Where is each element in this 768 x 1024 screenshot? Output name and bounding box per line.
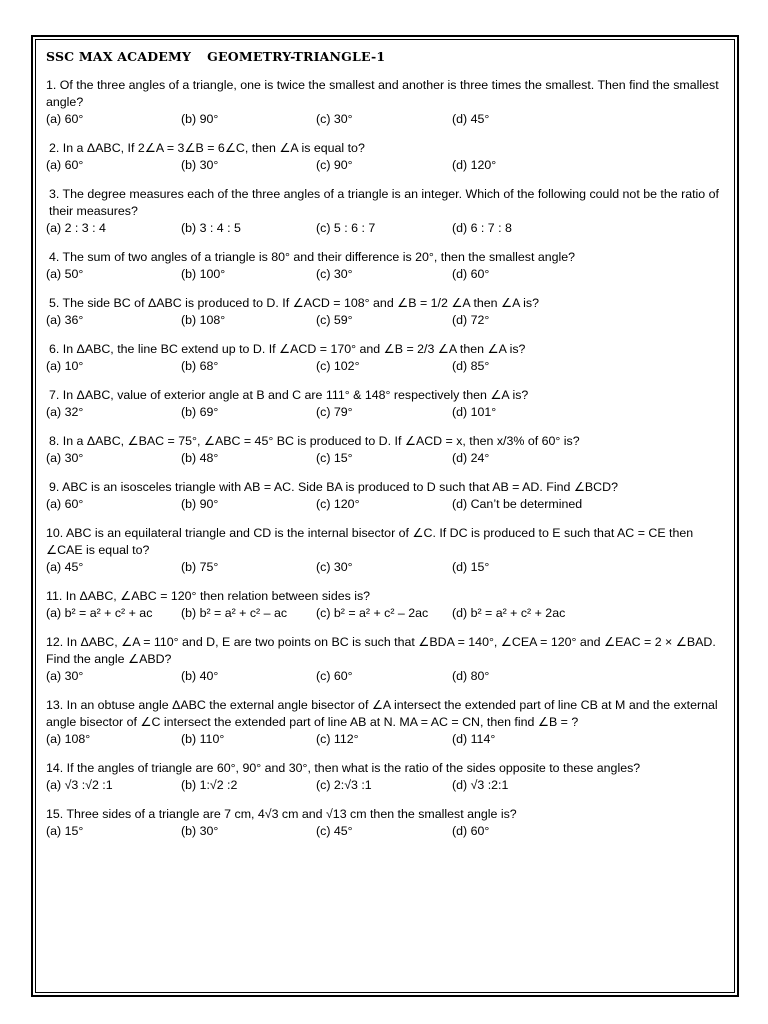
option-b: (b) 90° — [181, 497, 219, 511]
option-a: (a) √3 :√2 :1 — [46, 778, 113, 792]
question-text: 13. In an obtuse angle ΔABC the external angle bisector of ∠A intersect the extended part of line CB at M and the external angle bisector of ∠C intersect the extended part of line AB at N. MA = AC = CN, then find ∠B = ? — [46, 698, 718, 729]
options-row — [46, 668, 726, 685]
worksheet-topic: GEOMETRY-TRIANGLE-1 — [207, 49, 386, 64]
question-text: 8. In a ΔABC, ∠BAC = 75°, ∠ABC = 45° BC is produced to D. If ∠ACD = x, then x/3% of 60° is? — [49, 434, 580, 448]
question-text: 7. In ΔABC, value of exterior angle at B and C are 111° & 148° respectively then ∠A is? — [49, 388, 529, 402]
question-7 — [46, 387, 726, 421]
question-text: 12. In ΔABC, ∠A = 110° and D, E are two points on BC is such that ∠BDA = 140°, ∠CEA = 120° and ∠EAC = 2 × ∠BAD. Find the angle ∠ABD? — [46, 635, 716, 666]
question-text: 9. ABC is an isosceles triangle with AB = AC. Side BA is produced to D such that AB = AD. Find ∠BCD? — [49, 480, 618, 494]
question-14 — [46, 760, 726, 794]
question-13 — [46, 697, 726, 748]
question-10 — [46, 525, 726, 576]
option-d: (d) 80° — [452, 669, 490, 683]
option-b: (b) 108° — [181, 313, 226, 327]
question-text: 4. The sum of two angles of a triangle is 80° and their difference is 20°, then the smallest angle? — [49, 250, 576, 264]
option-c: (c) 79° — [316, 405, 353, 419]
options-row — [46, 777, 726, 794]
question-9 — [46, 479, 726, 513]
options-row — [46, 404, 726, 421]
option-c: (c) 2:√3 :1 — [316, 778, 372, 792]
option-d: (d) 15° — [452, 560, 490, 574]
option-a: (a) 30° — [46, 669, 84, 683]
option-d: (d) 24° — [452, 451, 490, 465]
option-a: (a) 45° — [46, 560, 84, 574]
question-15 — [46, 806, 726, 840]
option-d: (d) b² = a² + c² + 2ac — [452, 606, 566, 620]
worksheet — [35, 39, 735, 993]
option-b: (b) 1:√2 :2 — [181, 778, 238, 792]
option-a: (a) 36° — [46, 313, 84, 327]
option-d: (d) 45° — [452, 112, 490, 126]
option-c: (c) 102° — [316, 359, 360, 373]
option-c: (c) 45° — [316, 824, 353, 838]
question-2 — [46, 140, 726, 174]
question-text: 1. Of the three angles of a triangle, one is twice the smallest and another is three times the smallest. Then find the smallest angle? — [46, 78, 719, 109]
academy-name: SSC MAX ACADEMY — [46, 49, 192, 64]
options-row — [46, 220, 726, 237]
option-a: (a) 15° — [46, 824, 84, 838]
worksheet-heading — [46, 49, 726, 64]
option-a: (a) 32° — [46, 405, 84, 419]
option-a: (a) 50° — [46, 267, 84, 281]
option-d: (d) 72° — [452, 313, 490, 327]
question-11 — [46, 588, 726, 622]
option-d: (d) 60° — [452, 267, 490, 281]
question-list — [46, 77, 726, 840]
question-text: 6. In ΔABC, the line BC extend up to D. If ∠ACD = 170° and ∠B = 2/3 ∠A then ∠A is? — [49, 342, 526, 356]
options-row — [46, 111, 726, 128]
option-c: (c) b² = a² + c² – 2ac — [316, 606, 429, 620]
option-d: (d) 101° — [452, 405, 497, 419]
option-c: (c) 15° — [316, 451, 353, 465]
option-d: (d) Can’t be determined — [452, 497, 583, 511]
question-4 — [46, 249, 726, 283]
question-text: 11. In ΔABC, ∠ABC = 120° then relation between sides is? — [46, 589, 371, 603]
options-row — [46, 312, 726, 329]
option-b: (b) 30° — [181, 824, 219, 838]
options-row — [46, 559, 726, 576]
option-b: (b) 48° — [181, 451, 219, 465]
option-d: (d) 85° — [452, 359, 490, 373]
question-3 — [46, 186, 726, 237]
option-b: (b) b² = a² + c² – ac — [181, 606, 288, 620]
option-d: (d) 114° — [452, 732, 496, 746]
question-text: 3. The degree measures each of the three angles of a triangle is an integer. Which of the following could not be the ratio of their measures? — [49, 187, 719, 218]
option-b: (b) 100° — [181, 267, 226, 281]
option-a: (a) 2 : 3 : 4 — [46, 221, 106, 235]
options-row — [46, 266, 726, 283]
question-12 — [46, 634, 726, 685]
question-8 — [46, 433, 726, 467]
question-text: 10. ABC is an equilateral triangle and CD is the internal bisector of ∠C. If DC is produced to E such that AC = CE then ∠CAE is equal to? — [46, 526, 694, 557]
option-b: (b) 68° — [181, 359, 219, 373]
option-b: (b) 40° — [181, 669, 219, 683]
option-a: (a) 108° — [46, 732, 91, 746]
options-row — [46, 157, 726, 174]
option-a: (a) 60° — [46, 112, 84, 126]
option-b: (b) 69° — [181, 405, 219, 419]
options-row — [46, 496, 726, 513]
option-b: (b) 110° — [181, 732, 225, 746]
options-row — [46, 605, 726, 622]
option-a: (a) 10° — [46, 359, 84, 373]
option-b: (b) 30° — [181, 158, 219, 172]
option-d: (d) √3 :2:1 — [452, 778, 509, 792]
options-row — [46, 358, 726, 375]
option-a: (a) 30° — [46, 451, 84, 465]
question-6 — [46, 341, 726, 375]
options-row — [46, 731, 726, 748]
question-text: 2. In a ΔABC, If 2∠A = 3∠B = 6∠C, then ∠A is equal to? — [49, 141, 365, 155]
option-d: (d) 120° — [452, 158, 497, 172]
question-1 — [46, 77, 726, 128]
option-c: (c) 59° — [316, 313, 353, 327]
option-c: (c) 60° — [316, 669, 353, 683]
question-text: 15. Three sides of a triangle are 7 cm, 4√3 cm and √13 cm then the smallest angle is? — [46, 807, 517, 821]
option-a: (a) 60° — [46, 158, 84, 172]
option-a: (a) 60° — [46, 497, 84, 511]
option-a: (a) b² = a² + c² + ac — [46, 606, 153, 620]
options-row — [46, 450, 726, 467]
option-c: (c) 30° — [316, 267, 353, 281]
option-c: (c) 30° — [316, 112, 353, 126]
question-text: 5. The side BC of ΔABC is produced to D. If ∠ACD = 108° and ∠B = 1/2 ∠A then ∠A is? — [49, 296, 539, 310]
option-b: (b) 3 : 4 : 5 — [181, 221, 241, 235]
options-row — [46, 823, 726, 840]
option-c: (c) 120° — [316, 497, 360, 511]
option-b: (b) 90° — [181, 112, 219, 126]
question-5 — [46, 295, 726, 329]
option-d: (d) 6 : 7 : 8 — [452, 221, 512, 235]
option-c: (c) 90° — [316, 158, 353, 172]
option-c: (c) 112° — [316, 732, 359, 746]
option-d: (d) 60° — [452, 824, 490, 838]
option-c: (c) 30° — [316, 560, 353, 574]
option-b: (b) 75° — [181, 560, 219, 574]
option-c: (c) 5 : 6 : 7 — [316, 221, 376, 235]
question-text: 14. If the angles of triangle are 60°, 90° and 30°, then what is the ratio of the sides opposite to these angles? — [46, 761, 641, 775]
